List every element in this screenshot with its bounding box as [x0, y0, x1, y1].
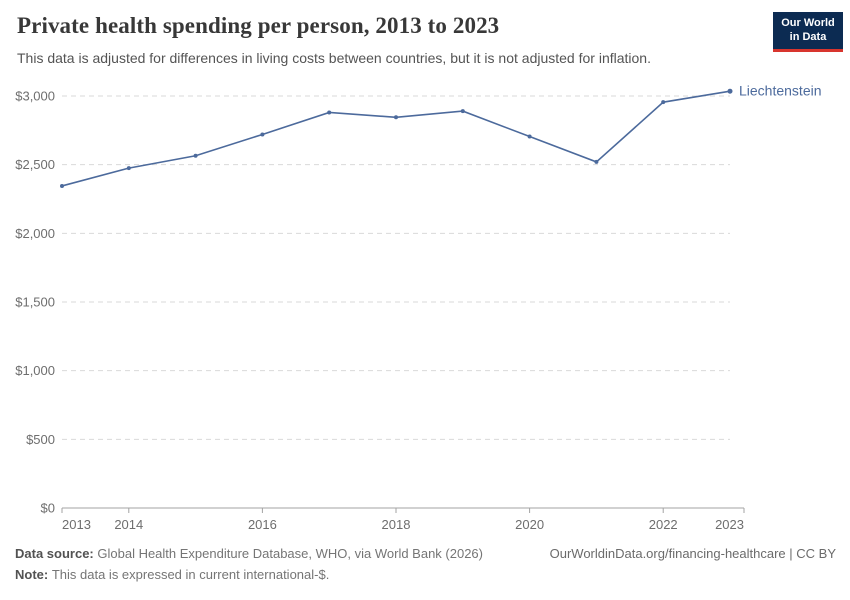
data-point[interactable] [461, 109, 465, 113]
data-source-label: Data source: [15, 546, 98, 561]
data-point[interactable] [594, 160, 598, 164]
note-line [15, 567, 329, 582]
data-point[interactable] [528, 135, 532, 139]
owid-logo-line2: in Data [789, 30, 827, 43]
series-line [62, 91, 730, 186]
data-point[interactable] [327, 110, 331, 114]
x-tick-label: 2023 [715, 517, 744, 532]
x-tick-label: 2020 [515, 517, 545, 532]
y-tick-label: $1,000 [15, 363, 55, 379]
data-point[interactable] [394, 115, 398, 119]
entity-label[interactable]: Liechtenstein [739, 82, 822, 99]
data-source-line [15, 546, 483, 561]
y-tick-label: $2,500 [15, 157, 55, 173]
data-point[interactable] [60, 184, 64, 188]
data-point[interactable] [728, 89, 733, 94]
page-title: Private health spending per person, 2013 to 2023 [17, 13, 500, 38]
data-point[interactable] [127, 166, 131, 170]
x-tick-label: 2018 [381, 517, 411, 532]
note-text: This data is expressed in current international-$. [51, 567, 330, 582]
data-point[interactable] [194, 154, 198, 158]
y-tick-label: $2,000 [15, 225, 55, 241]
x-tick-label: 2014 [114, 517, 144, 532]
x-tick-label: 2013 [62, 517, 91, 532]
note-label: Note: [15, 567, 52, 582]
y-tick-label: $0 [40, 500, 55, 516]
y-tick-label: $3,000 [15, 88, 55, 104]
chart-subtitle: This data is adjusted for differences in living costs between countries, but it is not adjusted for inflation. [17, 50, 651, 66]
y-tick-label: $1,500 [15, 294, 55, 310]
data-point[interactable] [661, 100, 665, 104]
owid-logo-line1: Our World [781, 17, 835, 29]
x-tick-label: 2022 [648, 517, 678, 532]
data-point[interactable] [260, 132, 264, 136]
footer-link[interactable]: OurWorldinData.org/financing-healthcare | CC BY [549, 546, 836, 561]
y-tick-label: $500 [26, 431, 55, 447]
x-tick-label: 2016 [247, 517, 277, 532]
data-source-text: Global Health Expenditure Database, WHO, via World Bank (2026) [97, 546, 483, 561]
